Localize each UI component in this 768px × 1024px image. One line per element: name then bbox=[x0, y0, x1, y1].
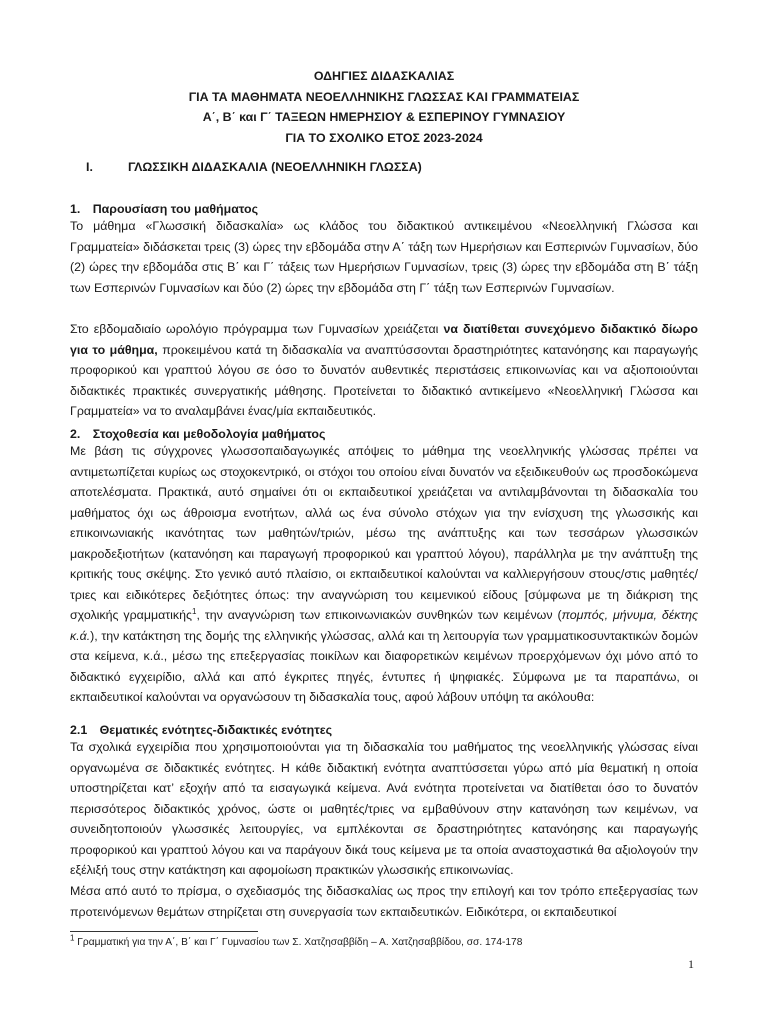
header-subject: ΓΙΑ ΤΑ ΜΑΘΗΜΑΤΑ ΝΕΟΕΛΛΗΝΙΚΗΣ ΓΛΩΣΣΑΣ ΚΑΙ ΓΡΑΜΜΑΤΕΙΑΣ bbox=[188, 89, 580, 104]
footnote-separator bbox=[70, 931, 258, 932]
header-school-year: ΓΙΑ ΤΟ ΣΧΟΛΙΚΟ ΕΤΟΣ 2023-2024 bbox=[285, 130, 483, 145]
section-heading bbox=[86, 160, 422, 174]
footnote-reference[interactable]: 1 bbox=[191, 606, 197, 616]
section-title: ΓΛΩΣΣΙΚΗ ΔΙΔΑΣΚΑΛΙΑ (ΝΕΟΕΛΛΗΝΙΚΗ ΓΛΩΣΣΑ) bbox=[128, 160, 422, 174]
header-classes: Α΄, Β΄ και Γ΄ ΤΑΞΕΩΝ ΗΜΕΡΗΣΙΟΥ & ΕΣΠΕΡΙΝΟΥ ΓΥΜΝΑΣΙΟΥ bbox=[202, 110, 566, 124]
footnote bbox=[70, 933, 523, 948]
page-number: 1 bbox=[688, 957, 694, 971]
subsection-1-paragraph-2: Στο εβδομαδιαίο ωρολόγιο πρόγραμμα των Γυμνασίων χρειάζεται να διατίθεται συνεχόμενο διδακτικό δίωρο για το μάθημα, προκειμένου κατά τη διδασκαλία να αναπτύσσονται δραστηριότητες κατανόησης και παραγωγής προφορικού και γραπτού λόγου σε όσο το δυνατόν αυθεντικές περιστάσεις επικοινωνίας και να αξιοποιούνται διδακτικές πρακτικές συνεργατικής μάθησης. Προτείνεται το διδακτικό αντικείμενο «Νεοελληνική Γλώσσα και Γραμματεία» να το αναλαμβάνει ένας/μία εκπαιδευτικός. bbox=[70, 322, 698, 418]
subsection-2-1-heading: 2.1 Θεματικές ενότητες-διδακτικές ενότητες bbox=[70, 723, 333, 737]
footnote-mark: 1 bbox=[70, 933, 75, 943]
subsection-2-paragraph: Με βάση τις σύγχρονες γλωσσοπαιδαγωγικές απόψεις το μάθημα της νεοελληνικής γλώσσας πρέπει να αντιμετωπίζεται κυρίως ως στοχοκεντρικό, οι στόχοι του οποίου είναι δυνατόν να εξειδικευθούν ως προσδοκώμενα αποτελέσματα. Πρακτικά, αυτό σημαίνει ότι οι εκπαιδευτικοί χρειάζεται να αντιλαμβάνονται τη διδασκαλία του μαθήματος όχι ως άθροισμα ενοτήτων, αλλά ως ένα σύνολο στόχων για την ενίσχυση της γλωσσικής και επικοινωνιακής ικανότητας των μαθητών/τριών, μέσω της ανάπτυξης και των τεσσάρων γλωσσικών μακροδεξιοτήτων (κατανόηση και παραγωγή προφορικού και γραπτού λόγου), παράλληλα με την ανάπτυξη της κριτικής τους σκέψης. Στο γενικό αυτό πλαίσιο, οι εκπαιδευτικοί καλούνται να καλλιεργήσουν στους/στις μαθητές/τριες και ειδικότερες δεξιότητες όπως: την αναγνώριση του κειμενικού είδους [σύμφωνα με τη διάκριση της σχολικής γραμματικής$^1$, την αναγνώριση των επικοινωνιακών συνθηκών των κειμένων (πομπός, μήνυμα, δέκτης κ.ά.), την κατάκτηση της δομής της ελληνικής γλώσσας, αλλά και τη λειτουργία των γραμματικοσυντακτικών δομών στα κείμενα, κ.ά., μέσω της επεξεργασίας ποικίλων και διαφορετικών κειμένων προερχόμενων όχι μόνο από το διδακτικό εγχειρίδιο, αλλά και από έγκριτες πηγές, έντυπες ή ψηφιακές. Σύμφωνα με τα παραπάνω, οι εκπαιδευτικοί καλούνται να οργανώσουν τη διδασκαλία τους, αφού λάβουν υπόψη τα ακόλουθα: bbox=[70, 444, 698, 704]
subsection-1-paragraph-1: Το μάθημα «Γλωσσική διδασκαλία» ως κλάδος του διδακτικού αντικειμένου «Νεοελληνική Γλώσσα και Γραμματεία» διδάσκεται τρεις (3) ώρες την εβδομάδα στην Α΄ τάξη των Ημερήσιων και Εσπερινών Γυμνασίων, δύο (2) ώρες την εβδομάδα στις Β΄ και Γ΄ τάξεις των Ημερήσιων Γυμνασίων, τρεις (3) ώρες την εβδομάδα στη Β΄ τάξη των Εσπερινών Γυμνασίων και δύο (2) ώρες την εβδομάδα στη Γ΄ τάξη των Εσπερινών Γυμνασίων. bbox=[70, 219, 698, 295]
section-number: Ι. bbox=[86, 160, 93, 174]
subsection-2-1-paragraph-2: Μέσα από αυτό το πρίσμα, ο σχεδιασμός της διδασκαλίας ως προς την επιλογή και τον τρόπο επεξεργασίας των προτεινόμενων θεμάτων στηρίζεται στη συνεργασία των εκπαιδευτικών. Ειδικότερα, οι εκπαιδευτικοί bbox=[70, 884, 698, 919]
subsection-2-heading: 2. Στοχοθεσία και μεθοδολογία μαθήματος bbox=[70, 427, 326, 441]
footnote-text: Γραμματική για την Α΄, Β΄ και Γ΄ Γυμνασίου των Σ. Χατζησαββίδη – Α. Χατζησαββίδου, σσ. 174-178 bbox=[74, 937, 523, 948]
document-header bbox=[70, 66, 698, 148]
header-title: ΟΔΗΓΙΕΣ ΔΙΔΑΣΚΑΛΙΑΣ bbox=[313, 69, 455, 83]
subsection-2-1-paragraph-1: Τα σχολικά εγχειρίδια που χρησιμοποιούνται για τη διδασκαλία του μαθήματος της νεοελληνικής γλώσσας είναι οργανωμένα σε διδακτικές ενότητες. Η κάθε διδακτική ενότητα αναπτύσσεται γύρω από μία θεματική η οποία υποστηρίζεται κατ’ εξοχήν από τα εισαγωγικά κείμενα. Ανά ενότητα προτείνεται να διατίθεται όσο το δυνατόν περισσότερος διδακτικός χρόνος, ώστε οι μαθητές/τριες να εμβαθύνουν στην κατανόηση των κειμένων, να συνειδητοποιούν γλωσσικές λειτουργίες, να εμπλέκονται σε δραστηριότητες κατανόησης και παραγωγής προφορικού και γραπτού λόγου και να παράγουν δικά τους κείμενα με τα οποία αναστοχαστικά θα αξιολογούν την εξέλιξή τους στην κατάκτηση και αφομοίωση πρακτικών γλωσσικής επικοινωνίας. bbox=[70, 740, 698, 877]
subsection-1-heading: 1. Παρουσίαση του μαθήματος bbox=[70, 202, 259, 216]
